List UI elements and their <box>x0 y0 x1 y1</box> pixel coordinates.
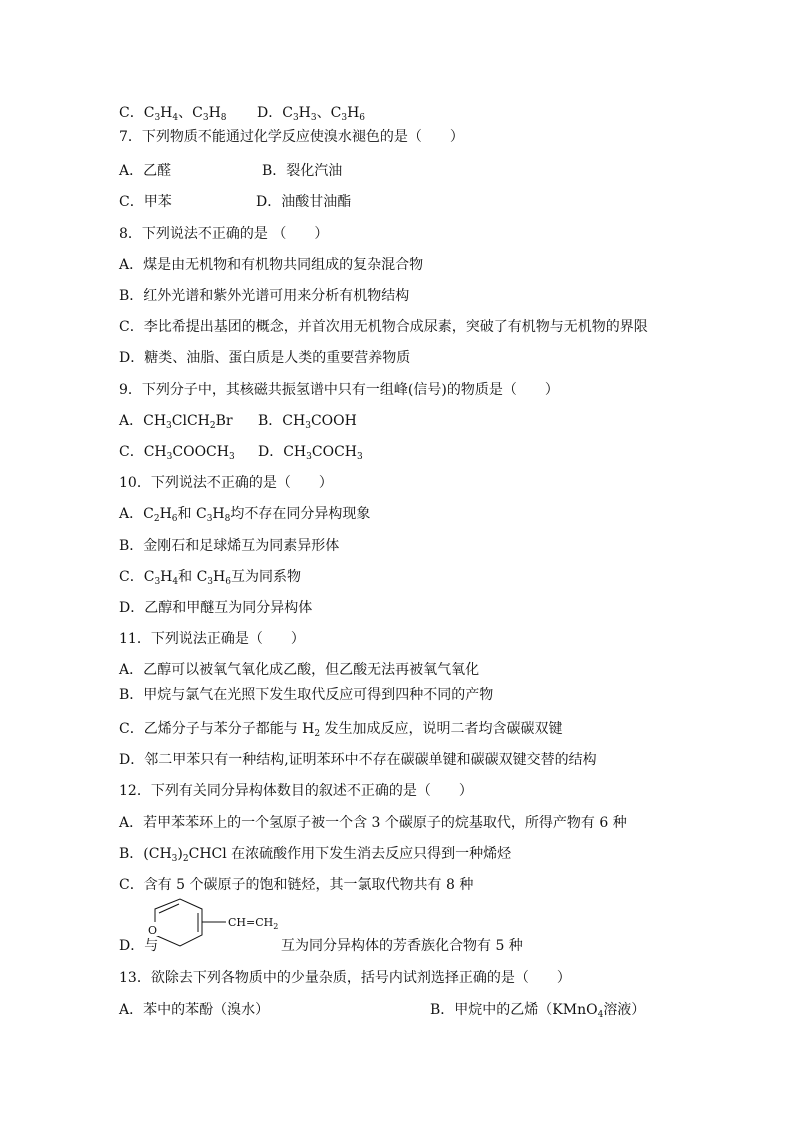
line-segment: B．红外光谱和紫外光谱可用来分析有机物结构 <box>119 288 410 304</box>
ring-hexagon <box>155 899 202 946</box>
line-segment: A．$CH_3ClCH_2Br$ <box>119 413 233 431</box>
pyran-vinyl-structure <box>140 898 290 958</box>
vinyl-label: $CH=CH_2$ <box>228 916 279 931</box>
line-segment: B．裂化汽油 <box>262 163 343 179</box>
line-segment: 9．下列分子中，其核磁共振氢谱中只有一组峰(信号)的物质是（ ） <box>119 382 559 398</box>
line-segment: D．$C_3H_3$、$C_3H_6$ <box>257 105 366 123</box>
line-segment: 互为同分异构体的芳香族化合物有 5 种 <box>281 938 523 954</box>
line-segment: 10．下列说法不正确的是（ ） <box>119 475 333 491</box>
line-segment: 12．下列有关同分异构体数目的叙述不正确的是（ ） <box>119 783 473 799</box>
line-segment: 8．下列说法不正确的是 （ ） <box>119 226 329 242</box>
line-segment: B．甲烷与氯气在光照下发生取代反应可得到四种不同的产物 <box>119 687 494 703</box>
line-segment: D．与 <box>119 938 159 954</box>
line-segment: A．若甲苯苯环上的一个氢原子被一个含 3 个碳原子的烷基取代，所得产物有 6 种 <box>119 815 627 831</box>
line-segment: A．乙醛 <box>119 163 172 179</box>
line-segment: D．糖类、油脂、蛋白质是人类的重要营养物质 <box>119 350 411 366</box>
line-segment: C．李比希提出基团的概念，并首次用无机物合成尿素，突破了有机物与无机物的界限 <box>119 319 648 335</box>
line-segment: B．金刚石和足球烯互为同素异形体 <box>119 538 340 554</box>
line-segment: C．乙烯分子与苯分子都能与 $H_2$ 发生加成反应，说明二者均含碳碳双键 <box>119 721 563 739</box>
line-segment: 7．下列物质不能通过化学反应使溴水褪色的是（ ） <box>119 129 464 145</box>
line-segment: 11．下列说法正确是（ ） <box>119 631 305 647</box>
line-segment: D．乙醇和甲醚互为同分异构体 <box>119 600 313 616</box>
double-bond-left <box>159 904 179 913</box>
line-segment: D．$CH_3COCH_3$ <box>258 444 363 462</box>
line-segment: A．$C_2H_6$和 $C_3H_8$均不存在同分异构现象 <box>119 506 371 524</box>
line-segment: C．含有 5 个碳原子的饱和链烃，其一氯取代物共有 8 种 <box>119 877 474 893</box>
line-segment: B．$CH_3COOH$ <box>258 413 357 431</box>
line-segment: A．煤是由无机物和有机物共同组成的复杂混合物 <box>119 257 424 273</box>
line-segment: 13．欲除去下列各物质中的少量杂质，括号内试剂选择正确的是（ ） <box>119 970 571 986</box>
line-segment: C．$CH_3COOCH_3$ <box>119 444 235 462</box>
ring-oxygen-label: O <box>148 924 158 937</box>
line-segment: A．乙醇可以被氧气氧化成乙酸，但乙酸无法再被氧气氧化 <box>119 662 480 678</box>
line-segment: C．$C_3H_4$、$C_3H_8$ <box>119 105 227 123</box>
line-segment: C．甲苯 <box>119 194 172 210</box>
line-segment: D．油酸甘油酯 <box>256 194 352 210</box>
line-segment: A．苯中的苯酚（溴水） <box>119 1002 270 1018</box>
line-segment: C．$C_3H_4$和 $C_3H_6$互为同系物 <box>119 569 301 587</box>
line-segment: D．邻二甲苯只有一种结构,证明苯环中不存在碳碳单键和碳碳双键交替的结构 <box>119 752 597 768</box>
line-segment: B．甲烷中的乙烯（KMnO$_4$溶液） <box>430 1002 646 1020</box>
line-segment: B．$(CH_3)_2CHCl$ 在浓硫酸作用下发生消去反应只得到一种烯烃 <box>119 846 512 864</box>
